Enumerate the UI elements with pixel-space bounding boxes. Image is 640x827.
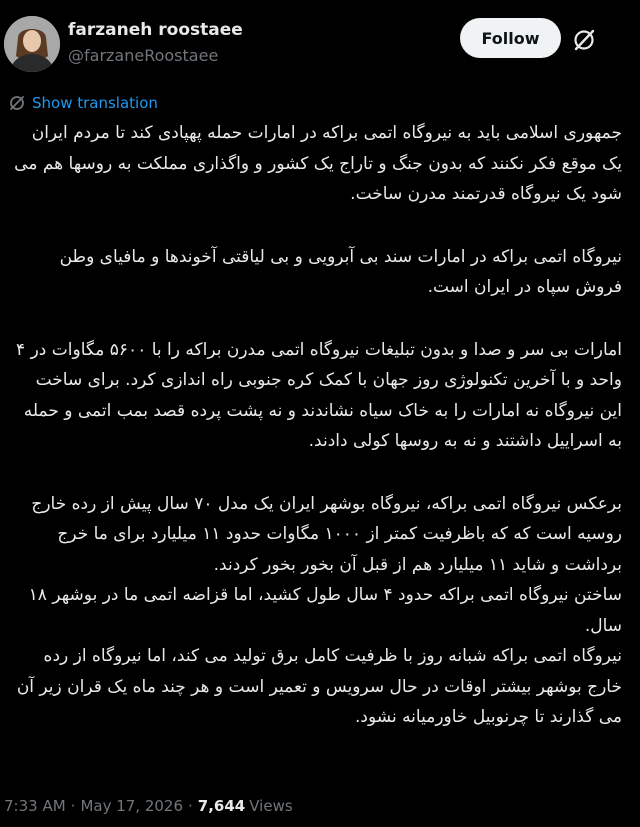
tweet-paragraph: برعکس نیروگاه اتمی براکه، نیروگاه بوشهر ایران یک مدل ۷۰ سال پیش از رده خارج روسیه است که که باظرفیت کمتر از ۱۰۰۰ مگاوات حدود ۱۱ میلیارد برای ما خرج برداشت و شاید ۱۱ میلیارد هم از قبل آن بخور بخور کردند. (31, 493, 622, 575)
display-name[interactable]: farzaneh roostaee (68, 20, 243, 40)
meta-separator: · (188, 797, 193, 815)
tweet-meta (4, 797, 293, 815)
tweet-paragraph: نیروگاه اتمی براکه شبانه روز با ظرفیت کامل برق تولید می کند، اما نیروگاه از رده خارج بوشهر بیشتر اوقات در حال سرویس و تعمیر است و هر چند ماه یک قران زیر آن می گذارند تا چرنوبیل خاورمیانه نشود. (16, 646, 622, 727)
tweet-time[interactable]: 7:33 AM (4, 797, 66, 815)
follow-button[interactable]: Follow (460, 18, 561, 58)
meta-separator: · (70, 797, 76, 815)
show-translation-label: Show translation (32, 94, 158, 112)
paragraph-gap (8, 303, 622, 335)
tweet-paragraph: ساختن نیروگاه اتمی براکه حدود ۴ سال طول کشید، اما قزاضه اتمی ما در بوشهر ۱۸ سال. (28, 585, 622, 636)
views-count[interactable]: 7,644 (197, 797, 246, 815)
paragraph-gap (8, 210, 622, 242)
tweet-text (8, 118, 622, 733)
avatar-photo-icon (4, 16, 60, 72)
tweet-paragraph: امارات بی سر و صدا و بدون تبلیغات نیروگاه اتمی مدرن براکه را با ۵۶۰۰ مگاوات در ۴ واحد و با آخرین تکنولوژی روز جهان با کمک کره جنوبی راه اندازی کرد. برای ساخت این نیروگاه نه امارات را به خاک سیاه نشاندند و نه پشت پرده قصد بمب اتمی و حمله به اسراییل داشتند و نه به روسها کولی دادند. (16, 339, 622, 451)
tweet-paragraph: نیروگاه اتمی براکه در امارات سند بی آبرویی و بی لیاقتی آخوندها و مافیای وطن فروش سپاه در ایران است. (59, 246, 622, 297)
translate-icon (8, 94, 26, 112)
tweet-date[interactable]: May 17, 2026 (80, 797, 184, 815)
avatar[interactable] (4, 16, 60, 72)
paragraph-gap (8, 457, 622, 489)
tweet-header (0, 0, 640, 88)
views-label: Views (249, 797, 293, 815)
show-translation-link[interactable] (8, 92, 158, 114)
grok-icon[interactable] (570, 26, 598, 54)
tweet-paragraph: جمهوری اسلامی باید به نیروگاه اتمی براکه در امارات حمله پهپادی کند تا مردم ایران یک موقع فکر نکنند که بدون جنگ و تاراج یک کشور و واگذاری مملکت به روسها هم می شود یک نیروگاه قدرتمند مدرن ساخت. (14, 123, 622, 204)
user-handle[interactable]: @farzaneRoostaee (68, 46, 219, 65)
